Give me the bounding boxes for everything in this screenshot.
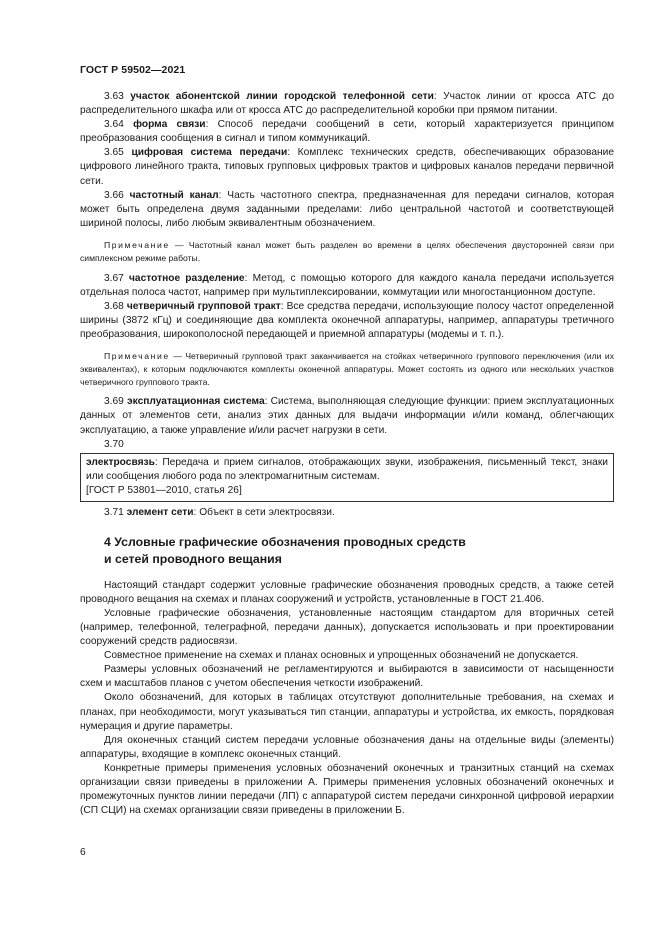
page-number: 6 (80, 847, 86, 858)
section-4-paragraph: Настоящий стандарт содержит условные графические обозначения проводных средств, а также сетей проводного вещания на схемах и планах сооружений и устройств, установленные в ГОСТ 21.406. (80, 579, 614, 605)
entry-term: электросвязь (86, 456, 155, 468)
note-label: Примечание (104, 351, 170, 361)
section-4-heading (80, 534, 614, 568)
entry-3-67 (80, 272, 614, 300)
section-4-paragraph: Около обозначений, для которых в таблицах отсутствуют дополнительные требования, на схемах и планах, при необходимости, могут указываться тип станции, аппаратуры и устройства, их емкость, порядковая нумерация и другие параметры. (80, 692, 614, 732)
entry-number: 3.64 (104, 119, 124, 131)
section-4-paragraph: Размеры условных обозначений не регламентируются и выбираются в зависимости от насыщенности схем и масштабов планов с учетом обеспечения четкости изображений. (80, 664, 614, 690)
note-text: — Четверичный групповой тракт заканчивается на стойках четверичного группового переключения (или их эквивалентах), к которым подключаются комплекты оконечной аппаратуры. Может состоять из одного или нескольких участков четверичного группового тракта. (80, 351, 614, 387)
entry-number: 3.68 (104, 300, 124, 312)
entry-3-66 (80, 189, 614, 231)
entry-definition: : Система, выполняющая следующие функции: прием эксплуатационных данных от элементов сети, анализ этих данных для выдачи информации и/или команд, облегчающих эксплуатацию, а также управление и/или расчет нагрузки в сети. (80, 396, 614, 436)
entry-3-64 (80, 118, 614, 146)
section-heading-line-1: 4 Условные графические обозначения проводных средств (104, 535, 466, 550)
entry-term: четверичный групповой тракт (126, 300, 281, 312)
entry-number: 3.66 (104, 189, 124, 201)
entry-definition: : Комплекс технических средств, обеспечивающих образование цифрового линейного тракта, типовых групповых цифровых трактов и цифровых каналов передачи первичной сети. (80, 147, 614, 187)
entry-definition: : Участок линии от кросса АТС до распределительного шкафа или от кросса АТС до распределительной коробки при прямом питании. (80, 91, 614, 117)
entry-term: частотный канал (129, 189, 219, 201)
section-4-paragraph: Для оконечных станций систем передачи условные обозначения даны на отдельные виды (элементы) аппаратуры, входящие в комплекс оконечных станций. (80, 734, 614, 760)
entry-source-reference: [ГОСТ Р 53801—2010, статья 26] (86, 484, 242, 496)
section-heading-line-2: и сетей проводного вещания (104, 551, 282, 566)
entry-3-70-frame (80, 453, 614, 502)
entry-term: эксплуатационная система (127, 396, 265, 408)
entry-3-63 (80, 90, 614, 118)
entry-definition: : Способ передачи сообщений в сети, который характеризуется принципом преобразования сообщения в сигнал и типом коммуникаций. (80, 119, 614, 145)
document-id-header: ГОСТ Р 59502—2021 (80, 64, 186, 76)
note-3-66 (80, 239, 614, 265)
entry-term: элемент сети (126, 507, 194, 519)
note-3-68 (80, 350, 614, 388)
page-body (80, 90, 614, 818)
entry-term: форма связи (133, 119, 206, 131)
entry-3-70-number: 3.70 (104, 438, 124, 450)
entry-number: 3.71 (104, 507, 124, 519)
section-4-paragraph: Конкретные примеры применения условных обозначений оконечных и транзитных станций на схемах организации связи приведены в приложении А. Примеры применения условных обозначений оконечных и промежуточных пунктов линии передачи (ЛП) с аппаратурой систем передачи синхронной цифровой иерархии (СП СЦИ) на схемах организации связи приведены в приложении Б. (80, 762, 614, 817)
entry-term: цифровая система передачи (131, 147, 288, 159)
entry-number: 3.65 (104, 147, 124, 159)
note-label: Примечание (104, 239, 170, 250)
note-text: — Частотный канал может быть разделен во времени в целях обеспечения двусторонней связи при симплексном режиме работы. (80, 239, 614, 263)
section-4-paragraph: Совместное применение на схемах и планах основных и упрощенных обозначений не допускается. (104, 650, 579, 662)
section-4-paragraph: Условные графические обозначения, установленные настоящим стандартом для вторичных сетей (например, телефонной, телеграфной, передачи данных), допускается использовать и при проектировании сооружений средств радиосвязи. (80, 607, 614, 648)
entry-3-65 (80, 146, 614, 188)
entry-term: частотное разделение (129, 272, 245, 284)
entry-3-68 (80, 300, 614, 342)
entry-definition: : Все средства передачи, использующие полосу частот определенной ширины (3872 кГц) и соединяющие два комплекта оконечной аппаратуры, например, аппаратуры третичного преобразования, широкополосной передающей и приемной аппаратуры (модемы и т. п.). (80, 300, 614, 340)
entry-term: участок абонентской линии городской телефонной сети (130, 91, 434, 102)
entry-definition: : Передача и прием сигналов, отображающих звуки, изображения, письменный текст, знаки или сообщения любого рода по электромагнитным системам. (86, 456, 608, 482)
entry-definition: : Метод, с помощью которого для каждого канала передачи используется отдельная полоса частот, например при мультиплексировании, коммутации или многостанционном доступе. (80, 272, 614, 298)
entry-number: 3.69 (104, 396, 124, 408)
entry-number: 3.67 (104, 272, 124, 284)
entry-definition: : Часть частотного спектра, предназначенная для передачи сигналов, которая может быть определена двумя заданными пределами: либо центральной частотой и соответствующей шириной полосы, либо любым эквивалентным обозначением. (80, 189, 614, 229)
entry-definition: : Объект в сети электросвязи. (193, 507, 335, 519)
entry-3-71 (80, 506, 614, 520)
entry-3-70 (86, 456, 608, 484)
entry-3-69 (80, 395, 614, 437)
entry-number: 3.63 (104, 91, 124, 102)
